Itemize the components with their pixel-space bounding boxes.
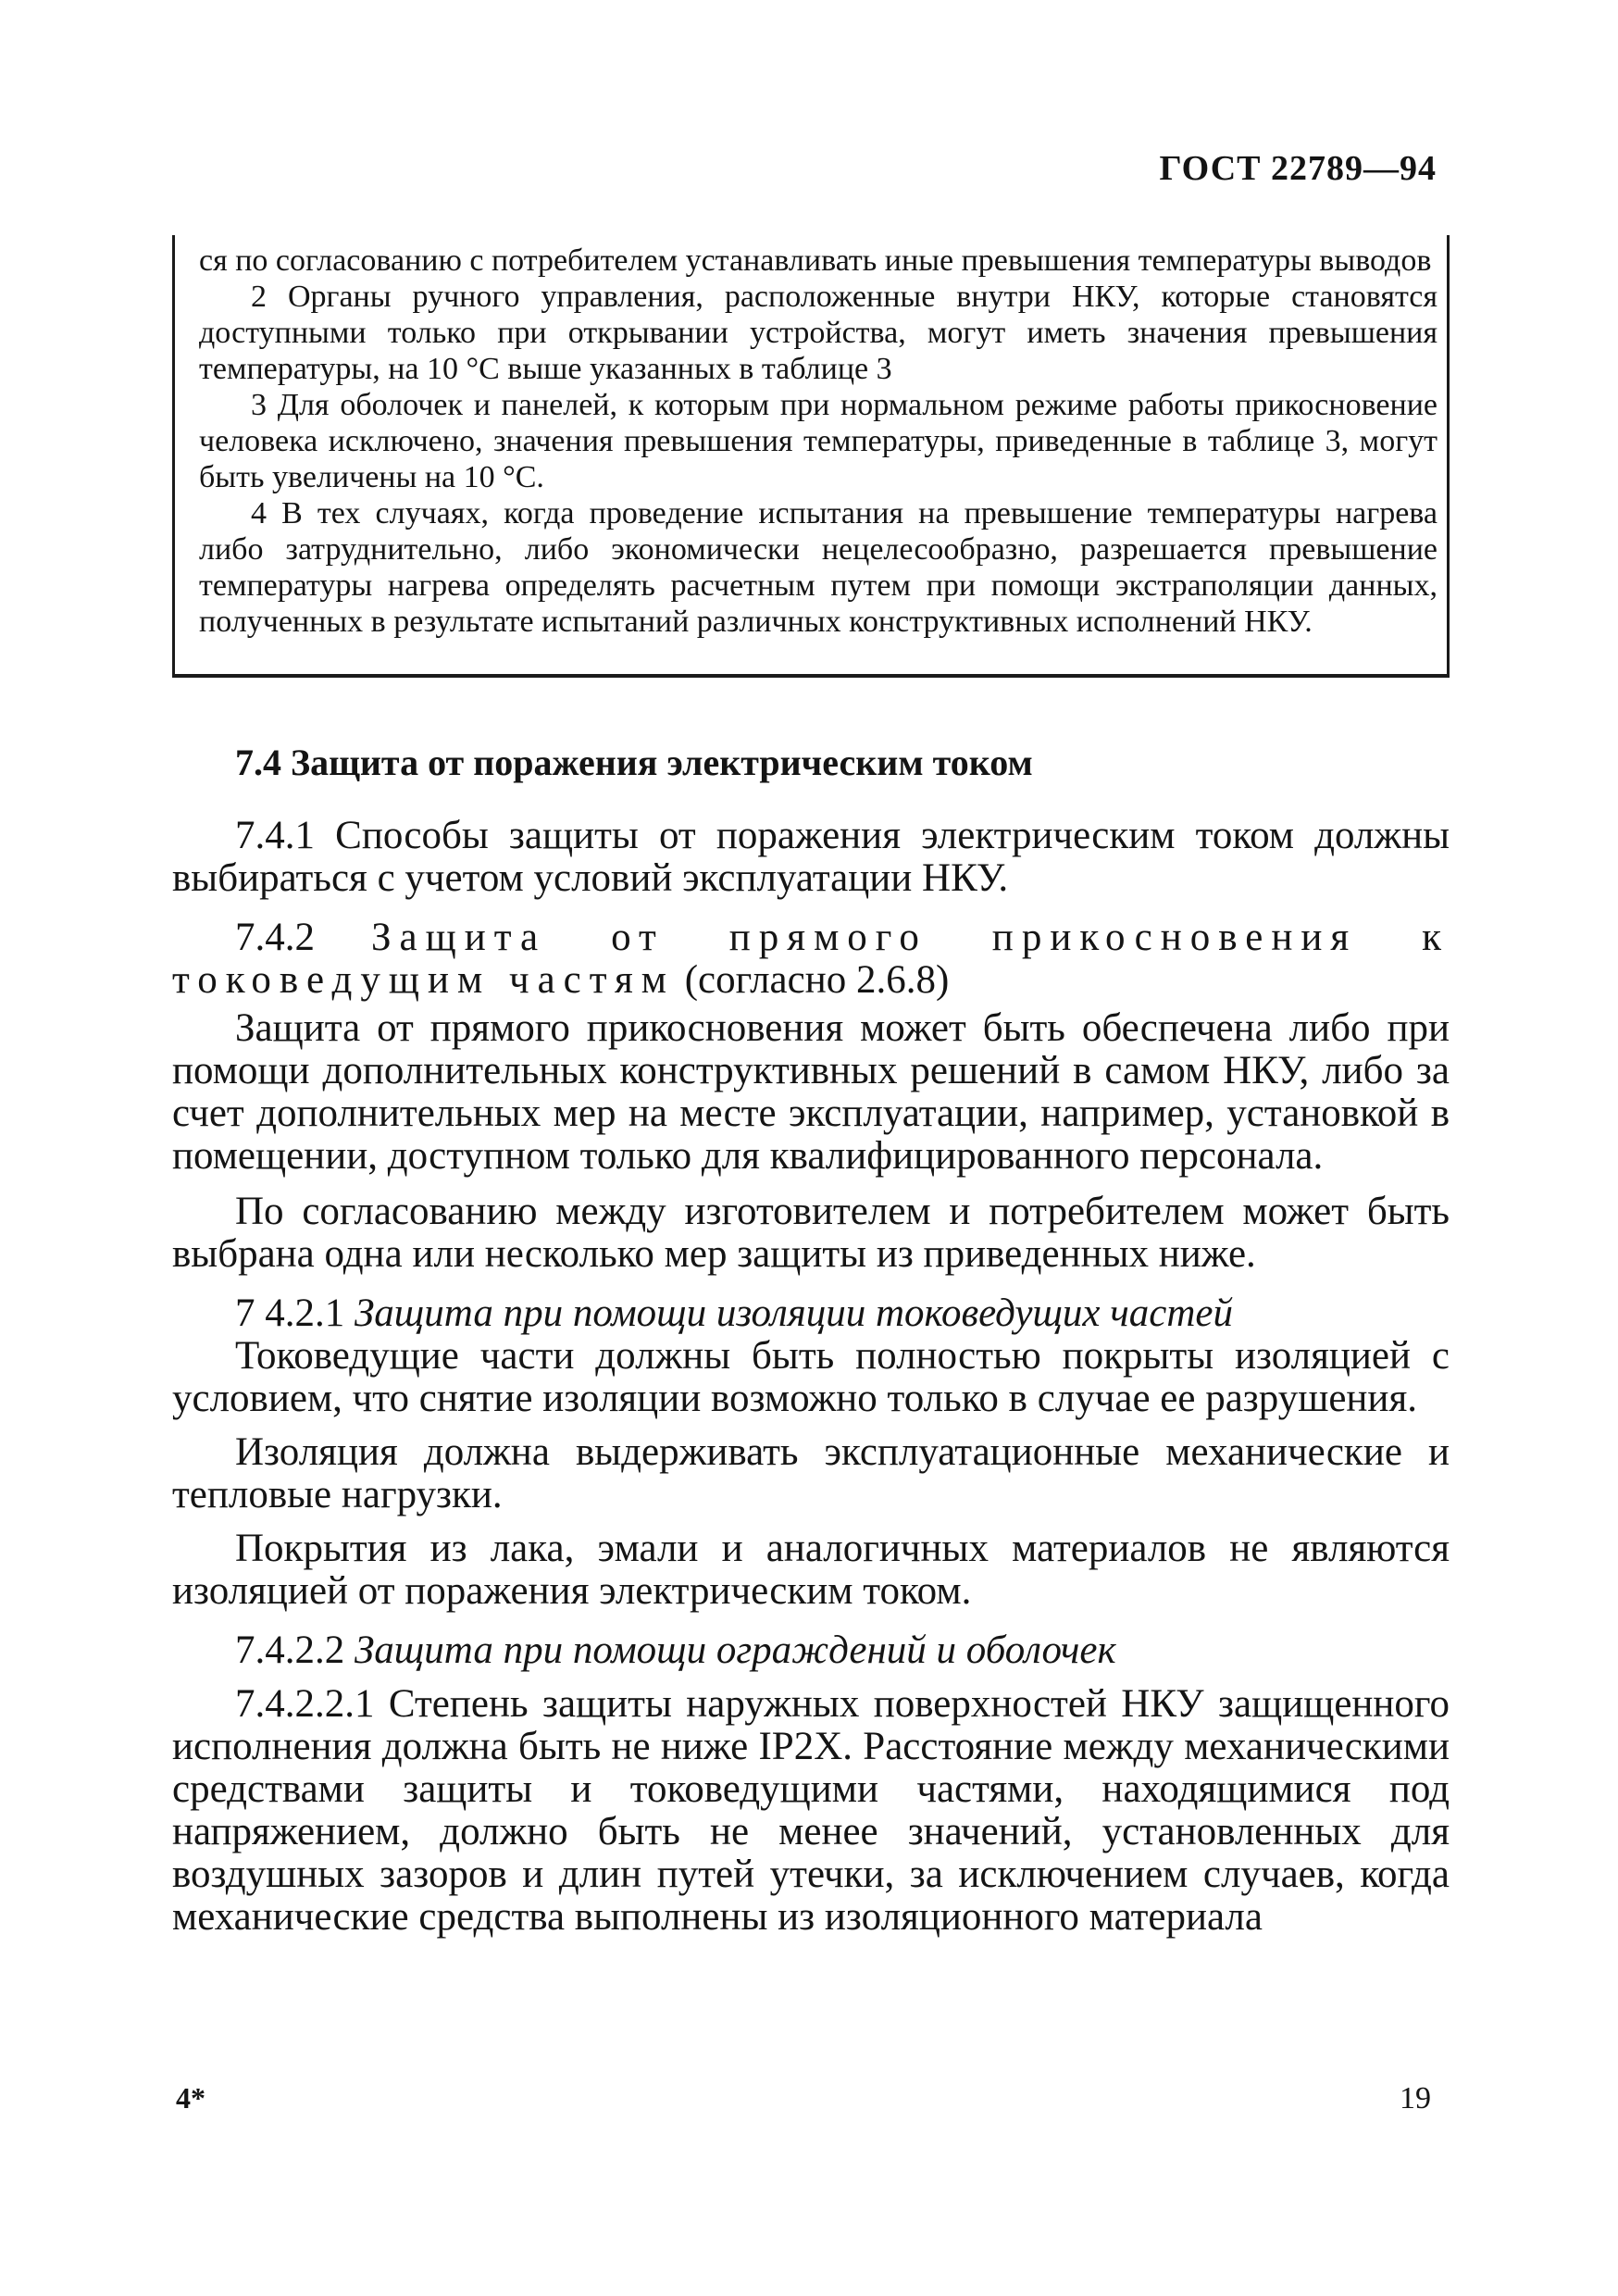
note-4: 4 В тех случаях, когда проведение испытания на превышение температуры нагрева либо затруднительно, либо экономически нецелесообразно, разрешается превышение температуры нагрева определять расчетным путем при помощи экстраполяции данных, полученных в результате испытаний различных конструктивных исполнений НКУ. [199,496,1438,639]
paragraph-7-4-2-2-1: 7.4.2.2.1 Степень защиты наружных поверхностей НКУ защищенного исполнения должна быть не ниже IP2X. Расстояние между механическими средствами защиты и токоведущими частями, находящимися под напряжением, должно быть не менее значений, установленных для воздушных зазоров и длин путей утечки, за исключением случаев, когда механические средства выполнены из изоляционного материала [172,1682,1450,1939]
paragraph-7-4-2-1-c: Покрытия из лака, эмали и аналогичных материалов не являются изоляцией от поражения электрическим током. [172,1527,1450,1613]
heading-7-4-2-2 [172,1629,1450,1672]
footer-mark: 4* [176,2081,205,2115]
page-number: 19 [1400,2081,1431,2115]
heading-7-4-2-2-title: Защита при помощи ограждений и оболочек [355,1628,1116,1672]
main-text [172,815,1450,1939]
paragraph-7-4-1: 7.4.1 Способы защиты от поражения электрическим током должны выбираться с учетом условий эксплуатации НКУ. [172,814,1450,900]
paragraph-7-4-2-1-b: Изоляция должна выдерживать эксплуатационные механические и тепловые нагрузки. [172,1430,1450,1516]
heading-7-4-2-2-number: 7.4.2.2 [235,1628,345,1672]
note-2: 2 Органы ручного управления, расположенные внутри НКУ, которые становятся доступными только при открывании устройства, могут иметь значения превышения температуры, на 10 °С выше указанных в таблице 3 [199,280,1438,386]
paragraph-7-4-2-1-a: Токоведущие части должны быть полностью покрыты изоляцией с условием, что снятие изоляции возможно только в случае ее разрушения. [172,1334,1450,1420]
section-title: 7.4 Защита от поражения электрическим током [235,742,1033,783]
notes-box [172,235,1450,678]
heading-7-4-2-1 [172,1292,1450,1335]
heading-7-4-2-number: 7.4.2 [235,916,315,959]
heading-7-4-2-title: Защита от прямого прикосновения к токоведущим частям [172,916,1450,1002]
heading-7-4-2-ref: (согласно 2.6.8) [684,958,950,1002]
note-continuation: ся по согласованию с потребителем устанавливать иные превышения температуры выводов [199,243,1432,278]
note-3: 3 Для оболочек и панелей, к которым при нормальном режиме работы прикосновение человека исключено, значения превышения температуры, приведенные в таблице 3, могут быть увеличены на 10 °С. [199,388,1438,494]
standard-code: ГОСТ 22789—94 [1159,149,1437,188]
paragraph-7-4-2-a: Защита от прямого прикосновения может быть обеспечена либо при помощи дополнительных конструктивных решений в самом НКУ, либо за счет дополнительных мер на месте эксплуатации, например, установкой в помещении, доступном только для квалифицированного персонала. [172,1006,1450,1178]
paragraph-7-4-2-b: По согласованию между изготовителем и потребителем может быть выбрана одна или несколько мер защиты из приведенных ниже. [172,1190,1450,1276]
heading-7-4-2-1-title: Защита при помощи изоляции токоведущих частей [355,1292,1233,1335]
heading-7-4-2 [172,917,1450,1002]
heading-7-4-2-1-number: 7 4.2.1 [235,1292,345,1335]
